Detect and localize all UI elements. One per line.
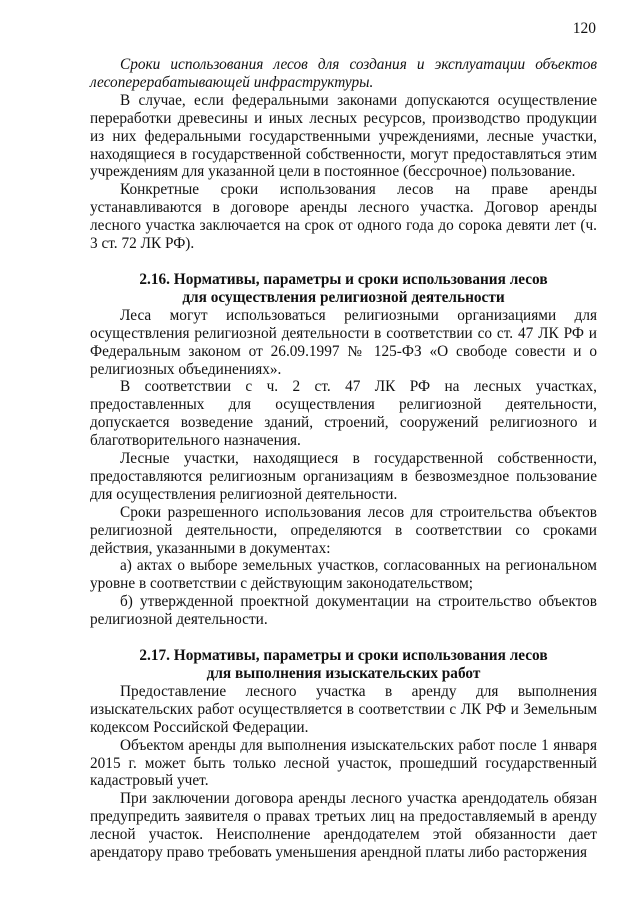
section-spacer — [90, 253, 597, 271]
section-heading-line: 2.16. Нормативы, параметры и сроки использования лесов — [139, 270, 548, 288]
section-paragraph: При заключении договора аренды лесного участка арендодатель обязан предупредить заявителя о правах третьих лиц на предоставляемый в аренду лесной участок. Неисполнение арендодателем этой обязанности дает арендатору право требовать уменьшения арендной платы либо расторжения — [90, 790, 597, 862]
section-heading-2-17 — [90, 647, 597, 683]
intro-paragraph: В случае, если федеральными законами допускаются осуществление переработки древесины и иных лесных ресурсов, производство продукции из них федеральными государственными учреждениями, лесные участки, находящиеся в государственной собственности, могут предоставляться этим учреждениям для указанной цели в постоянное (бессрочное) пользование. — [90, 91, 597, 181]
section-paragraph: Объектом аренды для выполнения изыскательских работ после 1 января 2015 г. может быть только лесной участок, прошедший государственный кадастровый учет. — [90, 736, 597, 790]
section-paragraph: Леса могут использоваться религиозными организациями для осуществления религиозной деятельности в соответствии со ст. 47 ЛК РФ и Федеральным законом от 26.09.1997 № 125-ФЗ «О свободе совести и о религиозных объединениях». — [90, 306, 597, 378]
section-paragraph: Сроки разрешенного использования лесов для строительства объектов религиозной деятельности, определяются в соответствии со сроками действия, указанными в документах: — [90, 503, 597, 557]
intro-italic-paragraph: Сроки использования лесов для создания и эксплуатации объектов лесоперерабатывающей инфраструктуры. — [90, 56, 597, 91]
section-spacer — [90, 629, 597, 647]
section-paragraph: В соответствии с ч. 2 ст. 47 ЛК РФ на лесных участках, предоставленных для осуществления религиозной деятельности, допускается возведение зданий, строений, сооружений религиозного и благотворительного назначения. — [90, 378, 597, 450]
page-body — [90, 56, 597, 862]
section-paragraph: Лесные участки, находящиеся в государственной собственности, предоставляются религиозным организациям в безвозмездное пользование для осуществления религиозной деятельности. — [90, 450, 597, 503]
intro-paragraph: Конкретные сроки использования лесов на праве аренды устанавливаются в договоре аренды лесного участка. Договор аренды лесного участка заключается на срок от одного года до сорока девяти лет (ч. 3 ст. 72 ЛК РФ). — [90, 181, 597, 253]
section-list-item: а) актах о выборе земельных участков, согласованных на региональном уровне в соответствии с действующим законодательством; — [90, 557, 597, 593]
section-paragraph: Предоставление лесного участка в аренду для выполнения изыскательских работ осуществляется в соответствии с ЛК РФ и Земельным кодексом Российской Федерации. — [90, 682, 597, 736]
section-heading-line: для осуществления религиозной деятельности — [182, 288, 505, 306]
section-list-item: б) утвержденной проектной документации на строительство объектов религиозной деятельности. — [90, 593, 597, 629]
section-heading-line: 2.17. Нормативы, параметры и сроки использования лесов — [139, 647, 548, 665]
page-number: 120 — [572, 20, 596, 37]
section-heading-2-16 — [90, 271, 597, 307]
section-heading-line: для выполнения изыскательских работ — [206, 665, 481, 682]
